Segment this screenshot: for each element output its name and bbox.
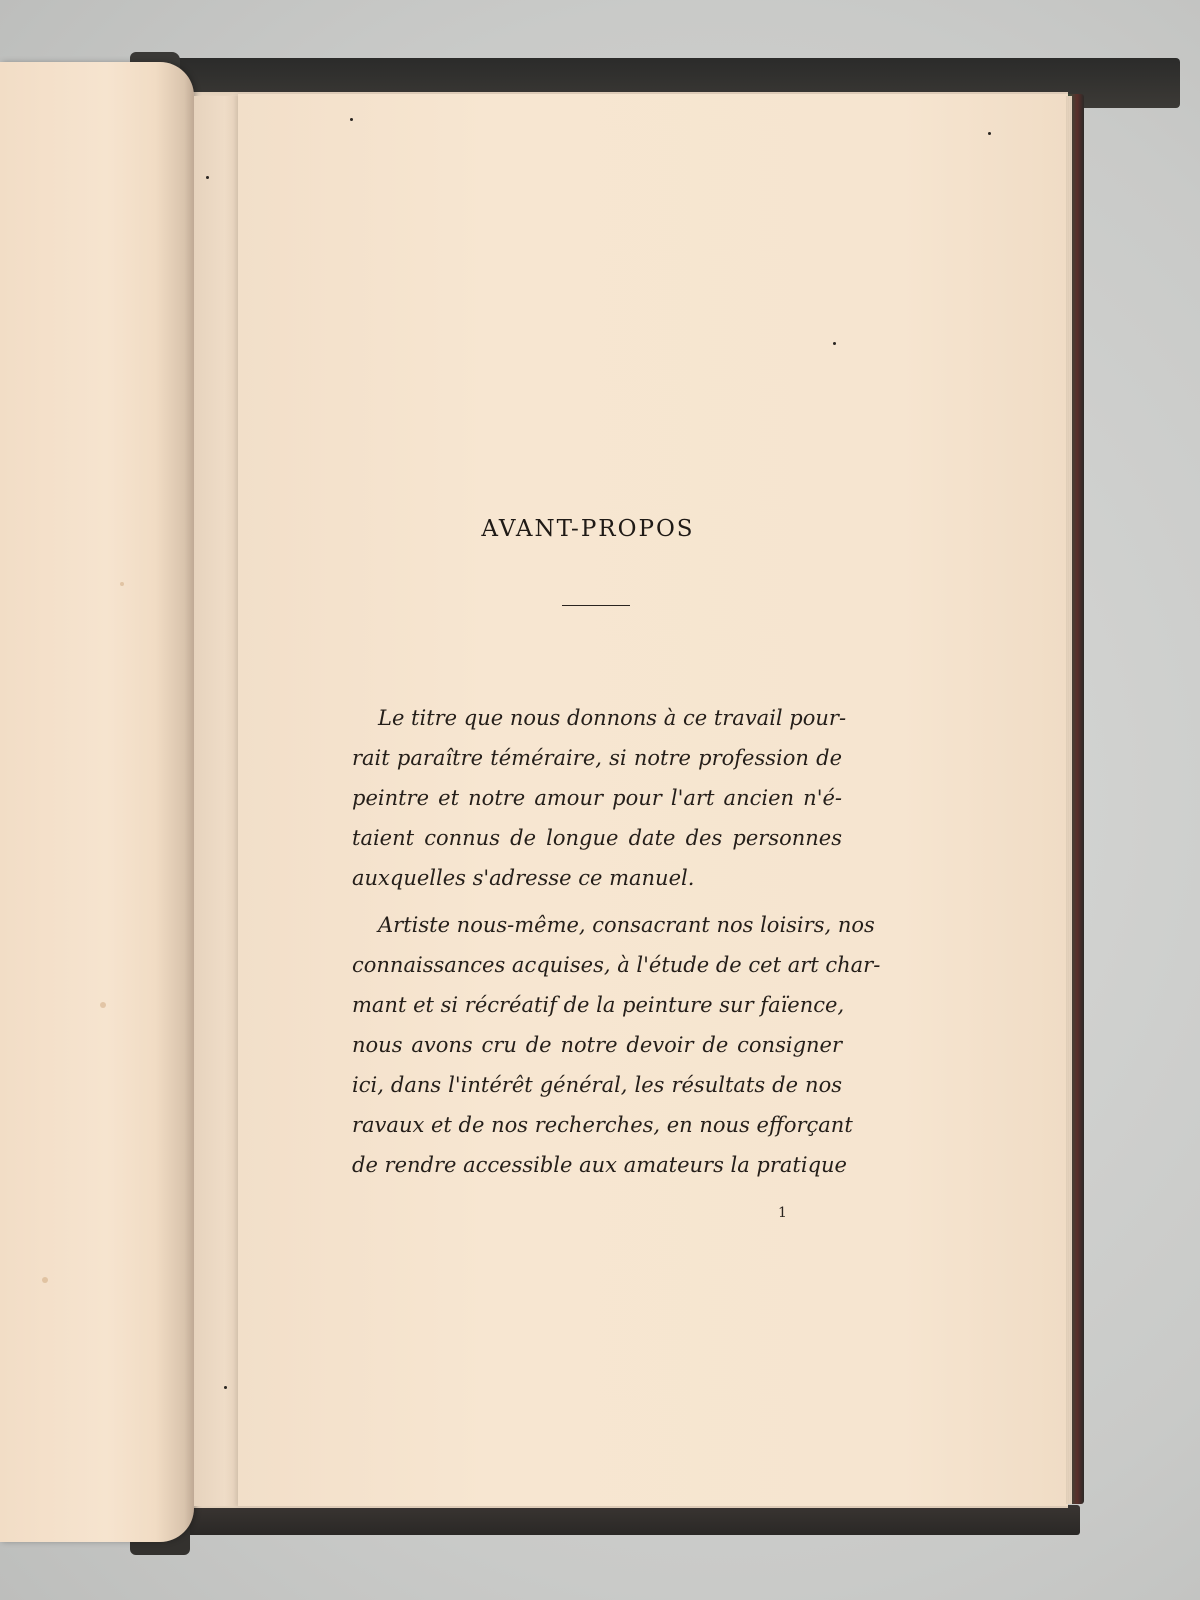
text-line: ici, dans l'intérêt général, les résultats de nos (352, 1073, 842, 1097)
stub-leaf (194, 96, 239, 1506)
book-cover-bottom-edge (160, 1505, 1080, 1535)
text-line: Artiste nous-même, consacrant nos loisirs, nos (378, 913, 875, 937)
ink-speck (350, 118, 353, 121)
text-line: de rendre accessible aux amateurs la pratique (352, 1153, 847, 1177)
page-number: 1 (778, 1205, 787, 1221)
heading-rule (562, 605, 630, 606)
foxing-spot (100, 1002, 106, 1008)
text-line: auxquelles s'adresse ce manuel. (352, 866, 695, 890)
foxing-spot (42, 1277, 48, 1283)
page-heading: AVANT-PROPOS (481, 516, 695, 542)
ink-speck (988, 132, 991, 135)
ink-speck (833, 342, 836, 345)
text-line: ravaux et de nos recherches, en nous efforçant (352, 1113, 853, 1137)
page-edges (1066, 96, 1072, 1504)
text-line: rait paraître téméraire, si notre profession de (352, 746, 842, 770)
text-line: taient connus de longue date des personnes (352, 826, 842, 850)
text-line: nous avons cru de notre devoir de consigner (352, 1033, 842, 1057)
text-line: mant et si récréatif de la peinture sur faïence, (352, 993, 845, 1017)
text-line: connaissances acquises, à l'étude de cet art char- (352, 953, 881, 977)
text-line: Le titre que nous donnons à ce travail pour- (378, 706, 847, 730)
text-line: peintre et notre amour pour l'art ancien n'é- (352, 786, 842, 810)
foxing-spot (120, 582, 124, 586)
ink-speck (206, 176, 209, 179)
ink-speck (224, 1386, 227, 1389)
left-page (0, 62, 194, 1542)
